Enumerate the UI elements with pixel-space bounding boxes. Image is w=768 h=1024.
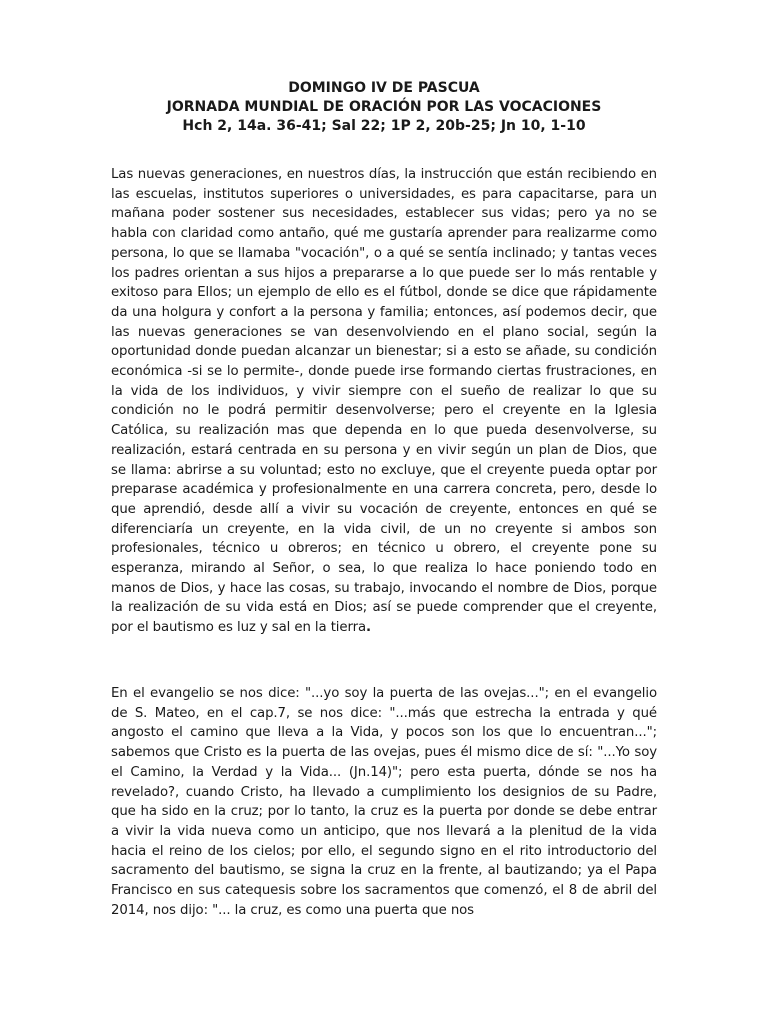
paragraph-2 <box>111 684 657 920</box>
header-title: DOMINGO IV DE PASCUA <box>288 80 480 96</box>
paragraph-1-tail: . <box>366 620 371 636</box>
document-header <box>0 79 768 136</box>
paragraph-1-text: Las nuevas generaciones, en nuestros días, la instrucción que están recibiendo en las escuelas, institutos superiores o universidades, es para capacitarse, para un mañana poder sostener sus necesidades, establecer sus vidas; pero ya no se habla con claridad como antaño, qué me gustaría aprender para realizarme como persona, lo que se llamaba "vocación", o a qué se sentía inclinado; y tantas veces los padres orientan a sus hijos a prepararse a lo que puede ser lo más rentable y exitoso para Ellos; un ejemplo de ello es el fútbol, donde se dice que rápidamente da una holgura y confort a la persona y familia; entonces, así podemos decir, que las nuevas generaciones se van desenvolviendo en el plano social, según la oportunidad donde puedan alcanzar un bienestar; si a esto se añade, su condición económica -si se lo permite-, donde puede irse formando ciertas frustraciones, en la vida de los individuos, y vivir siempre con el sueño de realizar lo que su condición no le podrá permitir desenvolverse; pero el creyente en la Iglesia Católica, su realización mas que dependa en lo que pueda desenvolverse, su realización, estará centrada en su persona y en vivir según un plan de Dios, que se llama: abrirse a su voluntad; esto no excluye, que el creyente pueda optar por preparase académica y profesionalmente en una carrera concreta, pero, desde lo que aprendió, desde allí a vivir su vocación de creyente, entonces en qué se diferenciaría un creyente, en la vida civil, de un no creyente si ambos son profesionales, técnico u obreros; en técnico u obrero, el creyente pone su esperanza, mirando al Señor, o sea, lo que realiza lo hace poniendo todo en manos de Dios, y hace las cosas, su trabajo, invocando el nombre de Dios, porque la realización de su vida está en Dios; así se puede comprender que el creyente, por el bautismo es luz y sal en la tierra <box>111 167 657 636</box>
header-subtitle: JORNADA MUNDIAL DE ORACIÓN POR LAS VOCACIONES <box>166 99 602 115</box>
header-readings: Hch 2, 14a. 36-41; Sal 22; 1P 2, 20b-25; Jn 10, 1-10 <box>182 118 586 134</box>
paragraph-1 <box>111 165 657 638</box>
paragraph-2-text: En el evangelio se nos dice: "...yo soy la puerta de las ovejas..."; en el evangelio de S. Mateo, en el cap.7, se nos dice: "...más que estrecha la entrada y qué angosto el camino que lleva a la Vida, y pocos son los que lo encuentran..."; sabemos que Cristo es la puerta de las ovejas, pues él mismo dice de sí: "...Yo soy el Camino, la Verdad y la Vida... (Jn.14)"; pero esta puerta, dónde se nos ha revelado?, cuando Cristo, ha llevado a cumplimiento los designios de su Padre, que ha sido en la cruz; por lo tanto, la cruz es la puerta por donde se debe entrar a vivir la vida nueva como un anticipo, que nos llevará a la plenitud de la vida hacia el reino de los cielos; por ello, el segundo signo en el rito introductorio del sacramento del bautismo, se signa la cruz en la frente, al bautizando; ya el Papa Francisco en sus catequesis sobre los sacramentos que comenzó, el 8 de abril del 2014, nos dijo: "... la cruz, es como una puerta que nos <box>111 686 657 918</box>
